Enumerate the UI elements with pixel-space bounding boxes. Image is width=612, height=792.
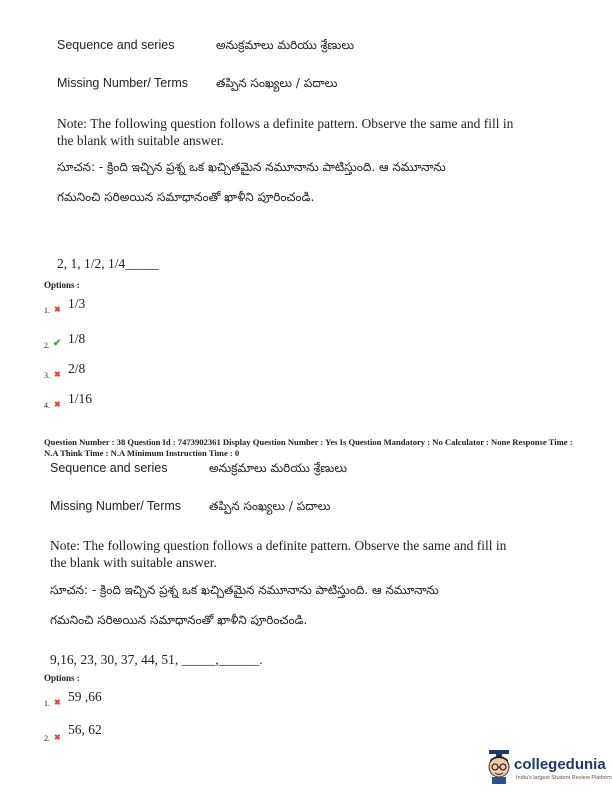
- subtopic-telugu: తప్పిన సంఖ్యలు / పదాలు: [216, 76, 338, 90]
- option-value: 1/8: [68, 331, 86, 346]
- mascot-icon: [486, 750, 512, 784]
- question-text: 2, 1, 1/2, 1/4_____: [57, 256, 160, 271]
- option-number: 2.: [44, 341, 50, 350]
- option-value: 59 ,66: [68, 689, 102, 704]
- option-number: 4.: [44, 401, 50, 410]
- topic-english: Sequence and series: [50, 461, 168, 475]
- option-number: 1.: [44, 306, 50, 315]
- subtopic-english: Missing Number/ Terms: [57, 76, 189, 90]
- topic-english: Sequence and series: [57, 38, 175, 52]
- note-telugu-line1: సూచన: - క్రింది ఇచ్చిన ప్రశ్న ఒక ఖచ్చితమైన నమూనాను పాటిస్తుంది. ఆ నమూనాను: [50, 583, 439, 597]
- logo-tagline: India's largest Student Review Platform: [516, 775, 612, 781]
- note-english: Note: The following question follows a definite pattern. Observe the same and fill in the blank with suitable answer.: [57, 116, 514, 148]
- subtopic-telugu: తప్పిన సంఖ్యలు / పదాలు: [209, 499, 331, 513]
- wrong-icon: ✖: [54, 733, 61, 742]
- option-value: 56, 62: [68, 722, 102, 737]
- option-value: 2/8: [68, 361, 86, 376]
- options-label: Options :: [44, 673, 80, 683]
- question-meta: Question Number : 38 Question Id : 7473902361 Display Question Number : Yes Is Question Mandatory : No Calculator : None Response Time : N.A Think Time : N.A Minimum Instruction Time : 0: [44, 437, 573, 458]
- note-telugu-line1: సూచన: - క్రింది ఇచ్చిన ప్రశ్న ఒక ఖచ్చితమైన నమూనాను పాటిస్తుంది. ఆ నమూనాను: [57, 160, 446, 174]
- collegedunia-logo: [486, 748, 612, 788]
- wrong-icon: ✖: [54, 370, 61, 379]
- option-number: 1.: [44, 699, 50, 708]
- note-english: Note: The following question follows a definite pattern. Observe the same and fill in the blank with suitable answer.: [50, 538, 507, 570]
- option-number: 3.: [44, 371, 50, 380]
- question-text: 9,16, 23, 30, 37, 44, 51, _____,______.: [50, 652, 263, 667]
- option-value: 1/3: [68, 296, 86, 311]
- options-label: Options :: [44, 280, 80, 290]
- wrong-icon: ✖: [54, 305, 61, 314]
- option-number: 2.: [44, 734, 50, 743]
- note-telugu-line2: గమనించి సరిఅయిన సమాధానంతో ఖాళీని పూరించండి.: [50, 613, 308, 627]
- note-telugu-line2: గమనించి సరిఅయిన సమాధానంతో ఖాళీని పూరించండి.: [57, 190, 315, 204]
- topic-telugu: అనుక్రమాలు మరియు శ్రేణులు: [216, 38, 354, 52]
- check-icon: ✔: [53, 338, 62, 349]
- logo-name: collegedunia: [514, 756, 606, 773]
- wrong-icon: ✖: [54, 698, 61, 707]
- option-value: 1/16: [68, 391, 93, 406]
- wrong-icon: ✖: [54, 400, 61, 409]
- topic-telugu: అనుక్రమాలు మరియు శ్రేణులు: [209, 461, 347, 475]
- subtopic-english: Missing Number/ Terms: [50, 499, 182, 513]
